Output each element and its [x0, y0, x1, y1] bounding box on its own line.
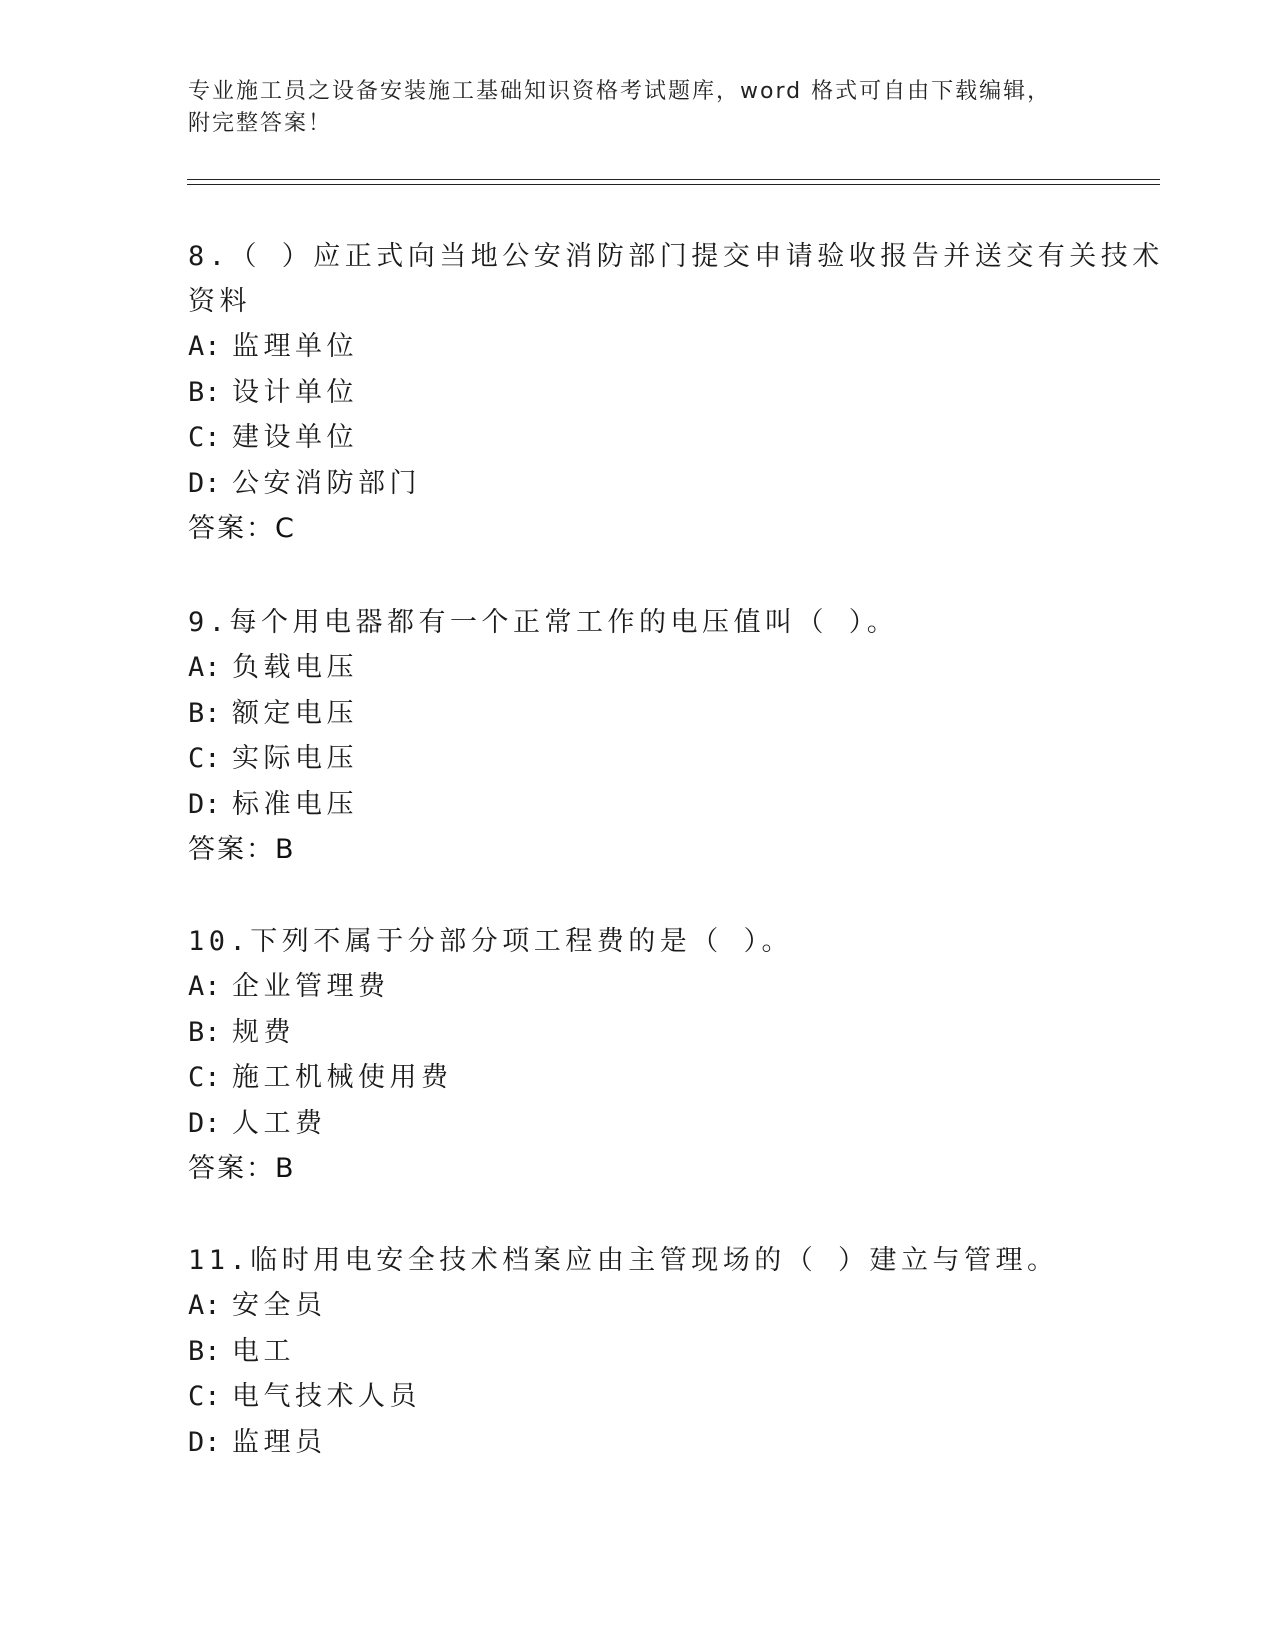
option-d — [188, 461, 1088, 507]
option-d — [188, 782, 1088, 828]
option-text: 监理单位 — [232, 331, 358, 362]
option-text: 负载电压 — [232, 652, 358, 683]
option-letter: D: — [188, 1107, 221, 1139]
question-stem — [188, 1238, 1088, 1283]
header-line-2: 附完整答案！ — [188, 111, 333, 136]
option-letter: A: — [188, 1290, 221, 1321]
question-8 — [188, 234, 1164, 552]
option-c — [188, 1055, 1088, 1101]
answer-line — [188, 827, 1088, 873]
option-b — [188, 1329, 1088, 1375]
option-letter: C: — [188, 743, 221, 774]
document-header — [188, 76, 1088, 140]
option-a — [188, 324, 1088, 370]
option-text: 人工费 — [232, 1107, 327, 1139]
option-text: 实际电压 — [232, 743, 358, 774]
option-text: 公安消防部门 — [232, 467, 421, 499]
option-text: 监理员 — [232, 1426, 327, 1458]
option-letter: B: — [188, 1335, 221, 1367]
option-c — [188, 736, 1088, 782]
option-letter: B: — [188, 697, 221, 729]
option-list — [188, 645, 1088, 827]
option-letter: D: — [188, 1426, 221, 1458]
option-list — [188, 324, 1088, 506]
answer-label: 答案： — [188, 513, 275, 544]
option-text: 企业管理费 — [232, 971, 390, 1002]
question-stem — [188, 234, 1164, 324]
option-b — [188, 691, 1088, 737]
question-stem-line: 9.每个用电器都有一个正常工作的电压值叫（ ）。 — [188, 607, 899, 638]
option-c — [188, 415, 1088, 461]
option-b — [188, 370, 1088, 416]
answer-value: C — [275, 513, 296, 544]
option-d — [188, 1101, 1088, 1147]
option-letter: D: — [188, 467, 221, 499]
question-11 — [188, 1238, 1088, 1465]
option-text: 规费 — [232, 1016, 295, 1048]
option-list — [188, 1283, 1088, 1465]
option-letter: C: — [188, 422, 221, 453]
option-letter: A: — [188, 652, 221, 683]
header-divider-bottom — [187, 184, 1160, 185]
question-10 — [188, 919, 1088, 1192]
header-divider-top — [187, 179, 1160, 180]
option-letter: C: — [188, 1062, 221, 1093]
header-line-1: 专业施工员之设备安装施工基础知识资格考试题库，word 格式可自由下载编辑， — [188, 79, 1052, 104]
option-letter: C: — [188, 1381, 221, 1412]
option-a — [188, 645, 1088, 691]
answer-label: 答案： — [188, 834, 275, 865]
option-letter: B: — [188, 376, 221, 408]
option-a — [188, 964, 1088, 1010]
question-stem — [188, 919, 1088, 964]
option-letter: D: — [188, 788, 221, 820]
option-c — [188, 1374, 1088, 1420]
option-text: 施工机械使用费 — [232, 1062, 453, 1093]
option-text: 安全员 — [232, 1290, 327, 1321]
answer-value: B — [275, 834, 296, 865]
option-list — [188, 964, 1088, 1146]
answer-line — [188, 506, 1088, 552]
option-letter: A: — [188, 971, 221, 1002]
question-9 — [188, 600, 1088, 873]
question-stem — [188, 600, 1088, 645]
question-stem-line: 11.临时用电安全技术档案应由主管现场的（ ）建立与管理。 — [188, 1245, 1059, 1276]
question-stem-line: 10.下列不属于分部分项工程费的是（ ）。 — [188, 926, 794, 957]
option-a — [188, 1283, 1088, 1329]
option-text: 电工 — [232, 1335, 295, 1367]
option-text: 设计单位 — [232, 376, 358, 408]
option-text: 额定电压 — [232, 697, 358, 729]
question-stem-line: 8.（ ）应正式向当地公安消防部门提交申请验收报告并送交有关技术 — [188, 241, 1164, 272]
option-text: 电气技术人员 — [232, 1381, 421, 1412]
option-letter: B: — [188, 1016, 221, 1048]
answer-value: B — [275, 1153, 296, 1184]
option-text: 标准电压 — [232, 788, 358, 820]
question-stem-line: 资料 — [188, 286, 251, 317]
option-d — [188, 1420, 1088, 1466]
option-letter: A: — [188, 331, 221, 362]
answer-label: 答案： — [188, 1153, 275, 1184]
option-b — [188, 1010, 1088, 1056]
option-text: 建设单位 — [232, 422, 358, 453]
answer-line — [188, 1146, 1088, 1192]
